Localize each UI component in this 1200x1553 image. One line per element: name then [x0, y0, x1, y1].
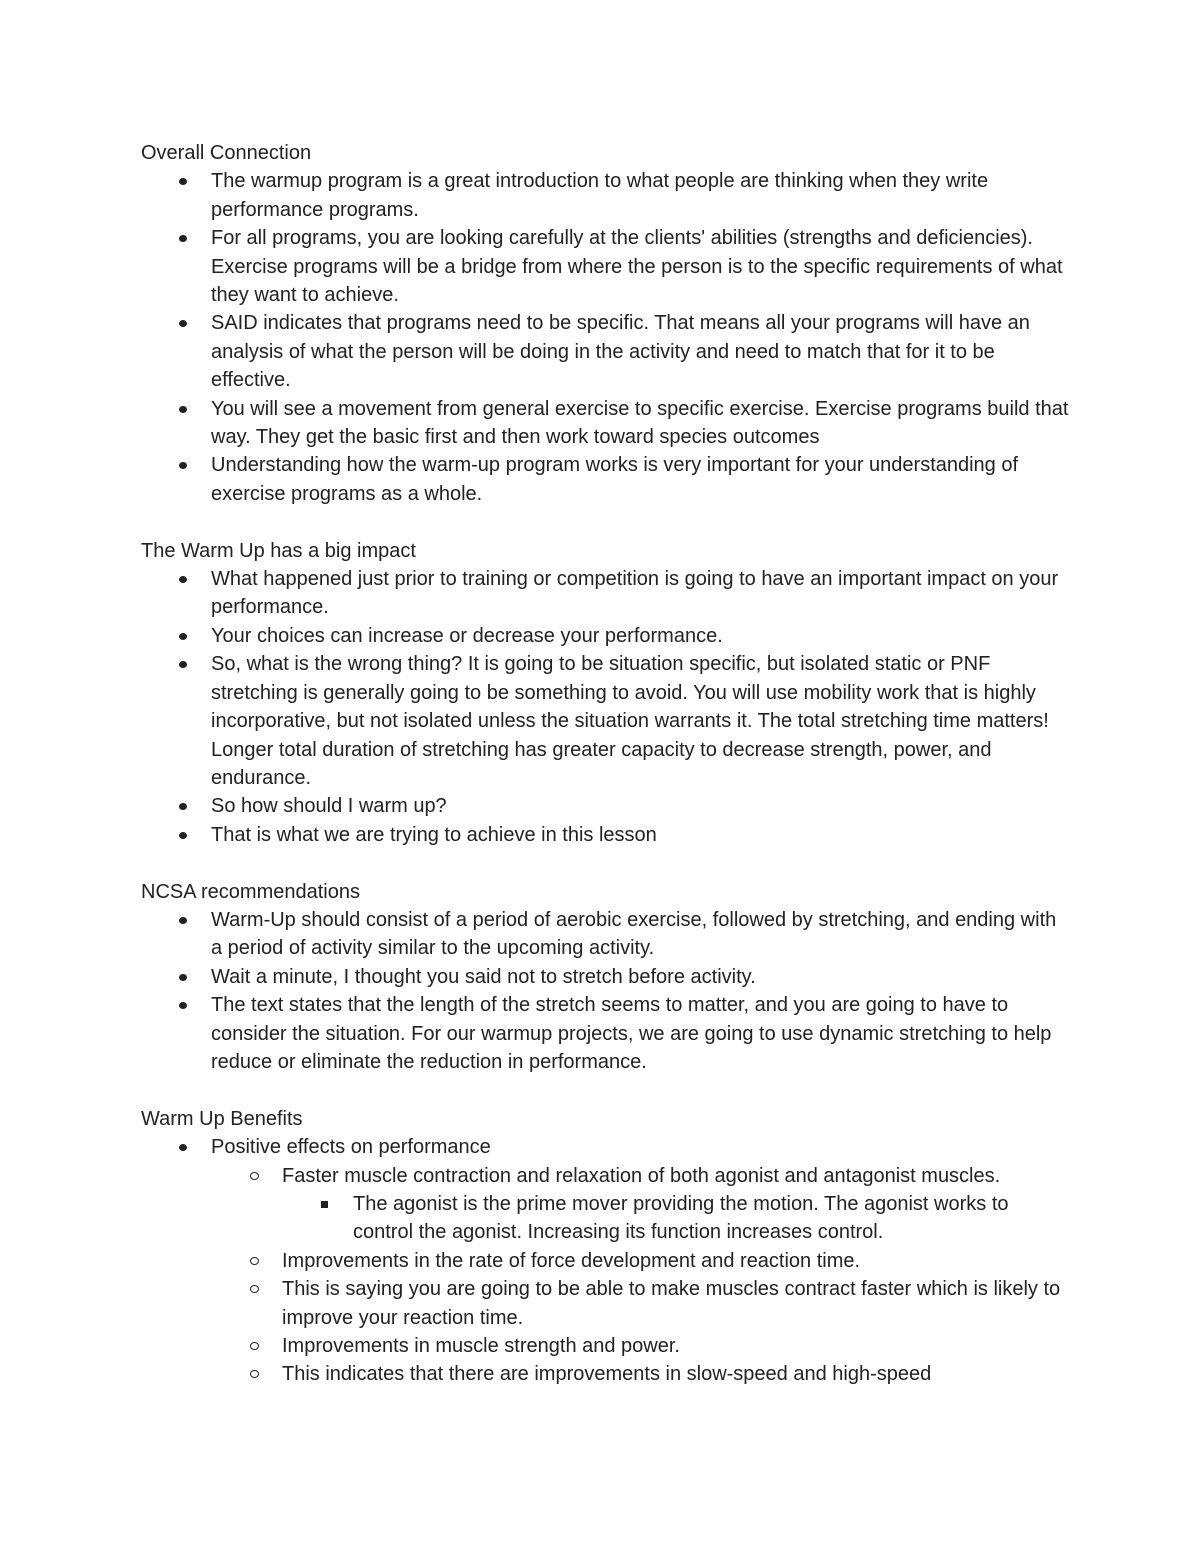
- section-warm-up-impact: [141, 537, 1071, 849]
- hollow-bullet-icon: [250, 1285, 259, 1293]
- bullet-list: [141, 906, 1071, 1076]
- list-item: SAID indicates that programs need to be specific. That means all your programs will have an analysis of what the person will be doing in the activity and need to match that for it to be effective.: [141, 309, 1071, 394]
- bullet-icon: [179, 320, 187, 327]
- section-title: The Warm Up has a big impact: [141, 539, 416, 562]
- list-item: So, what is the wrong thing? It is going to be situation specific, but isolated static or PNF stretching is generally going to be something to avoid. You will use mobility work that is highly incorporative, but not isolated unless the situation warrants it. The total stretching time matters! Longer total duration of stretching has greater capacity to decrease strength, power, and endurance.: [141, 650, 1071, 792]
- list-item: Your choices can increase or decrease your performance.: [141, 622, 1071, 650]
- list-item: Understanding how the warm-up program works is very important for your understanding of exercise programs as a whole.: [141, 451, 1071, 508]
- bullet-icon: [179, 462, 187, 469]
- list-item: Wait a minute, I thought you said not to stretch before activity.: [141, 963, 1071, 991]
- list-item: What happened just prior to training or competition is going to have an important impact on your performance.: [141, 565, 1071, 622]
- square-bullet-icon: [321, 1201, 328, 1208]
- hollow-bullet-icon: [250, 1370, 259, 1378]
- bullet-list: [141, 565, 1071, 849]
- sub-list-item: Faster muscle contraction and relaxation of both agonist and antagonist muscles.: [141, 1162, 1071, 1190]
- hollow-bullet-icon: [250, 1172, 259, 1180]
- bullet-icon: [179, 1002, 187, 1009]
- bullet-icon: [179, 406, 187, 413]
- list-item: That is what we are trying to achieve in this lesson: [141, 821, 1071, 849]
- section-overall-connection: [141, 139, 1071, 508]
- document-page: [141, 139, 1071, 1389]
- section-ncsa-recommendations: [141, 878, 1071, 1077]
- bullet-list: [141, 167, 1071, 508]
- bullet-icon: [179, 832, 187, 839]
- section-title: NCSA recommendations: [141, 880, 360, 903]
- hollow-bullet-icon: [250, 1342, 259, 1350]
- list-item: For all programs, you are looking carefully at the clients' abilities (strengths and deficiencies). Exercise programs will be a bridge from where the person is to the specific requirements of what they want to achieve.: [141, 224, 1071, 309]
- bullet-list: [141, 1133, 1071, 1389]
- list-item: So how should I warm up?: [141, 792, 1071, 820]
- bullet-icon: [179, 576, 187, 583]
- sub-list-item: Improvements in the rate of force development and reaction time.: [141, 1247, 1071, 1275]
- bullet-icon: [179, 633, 187, 640]
- list-item: The warmup program is a great introduction to what people are thinking when they write performance programs.: [141, 167, 1071, 224]
- bullet-icon: [179, 661, 187, 668]
- sub-list-item: This indicates that there are improvements in slow-speed and high-speed: [141, 1360, 1071, 1388]
- section-title: Overall Connection: [141, 142, 312, 164]
- bullet-icon: [179, 974, 187, 981]
- list-item: Positive effects on performance: [141, 1133, 1071, 1161]
- list-item: You will see a movement from general exercise to specific exercise. Exercise programs build that way. They get the basic first and then work toward species outcomes: [141, 395, 1071, 452]
- bullet-icon: [179, 1144, 187, 1151]
- sub-list-item: This is saying you are going to be able to make muscles contract faster which is likely to improve your reaction time.: [141, 1275, 1071, 1332]
- hollow-bullet-icon: [250, 1257, 259, 1265]
- list-item: The text states that the length of the stretch seems to matter, and you are going to have to consider the situation. For our warmup projects, we are going to use dynamic stretching to help reduce or eliminate the reduction in performance.: [141, 991, 1071, 1076]
- section-title: Warm Up Benefits: [141, 1107, 303, 1130]
- sub-sub-list-item: The agonist is the prime mover providing the motion. The agonist works to control the agonist. Increasing its function increases control.: [141, 1190, 1071, 1247]
- list-item: Warm-Up should consist of a period of aerobic exercise, followed by stretching, and ending with a period of activity similar to the upcoming activity.: [141, 906, 1071, 963]
- sub-list-item: Improvements in muscle strength and power.: [141, 1332, 1071, 1360]
- bullet-icon: [179, 235, 187, 242]
- section-warm-up-benefits: [141, 1105, 1071, 1389]
- bullet-icon: [179, 178, 187, 185]
- bullet-icon: [179, 803, 187, 810]
- bullet-icon: [179, 917, 187, 924]
